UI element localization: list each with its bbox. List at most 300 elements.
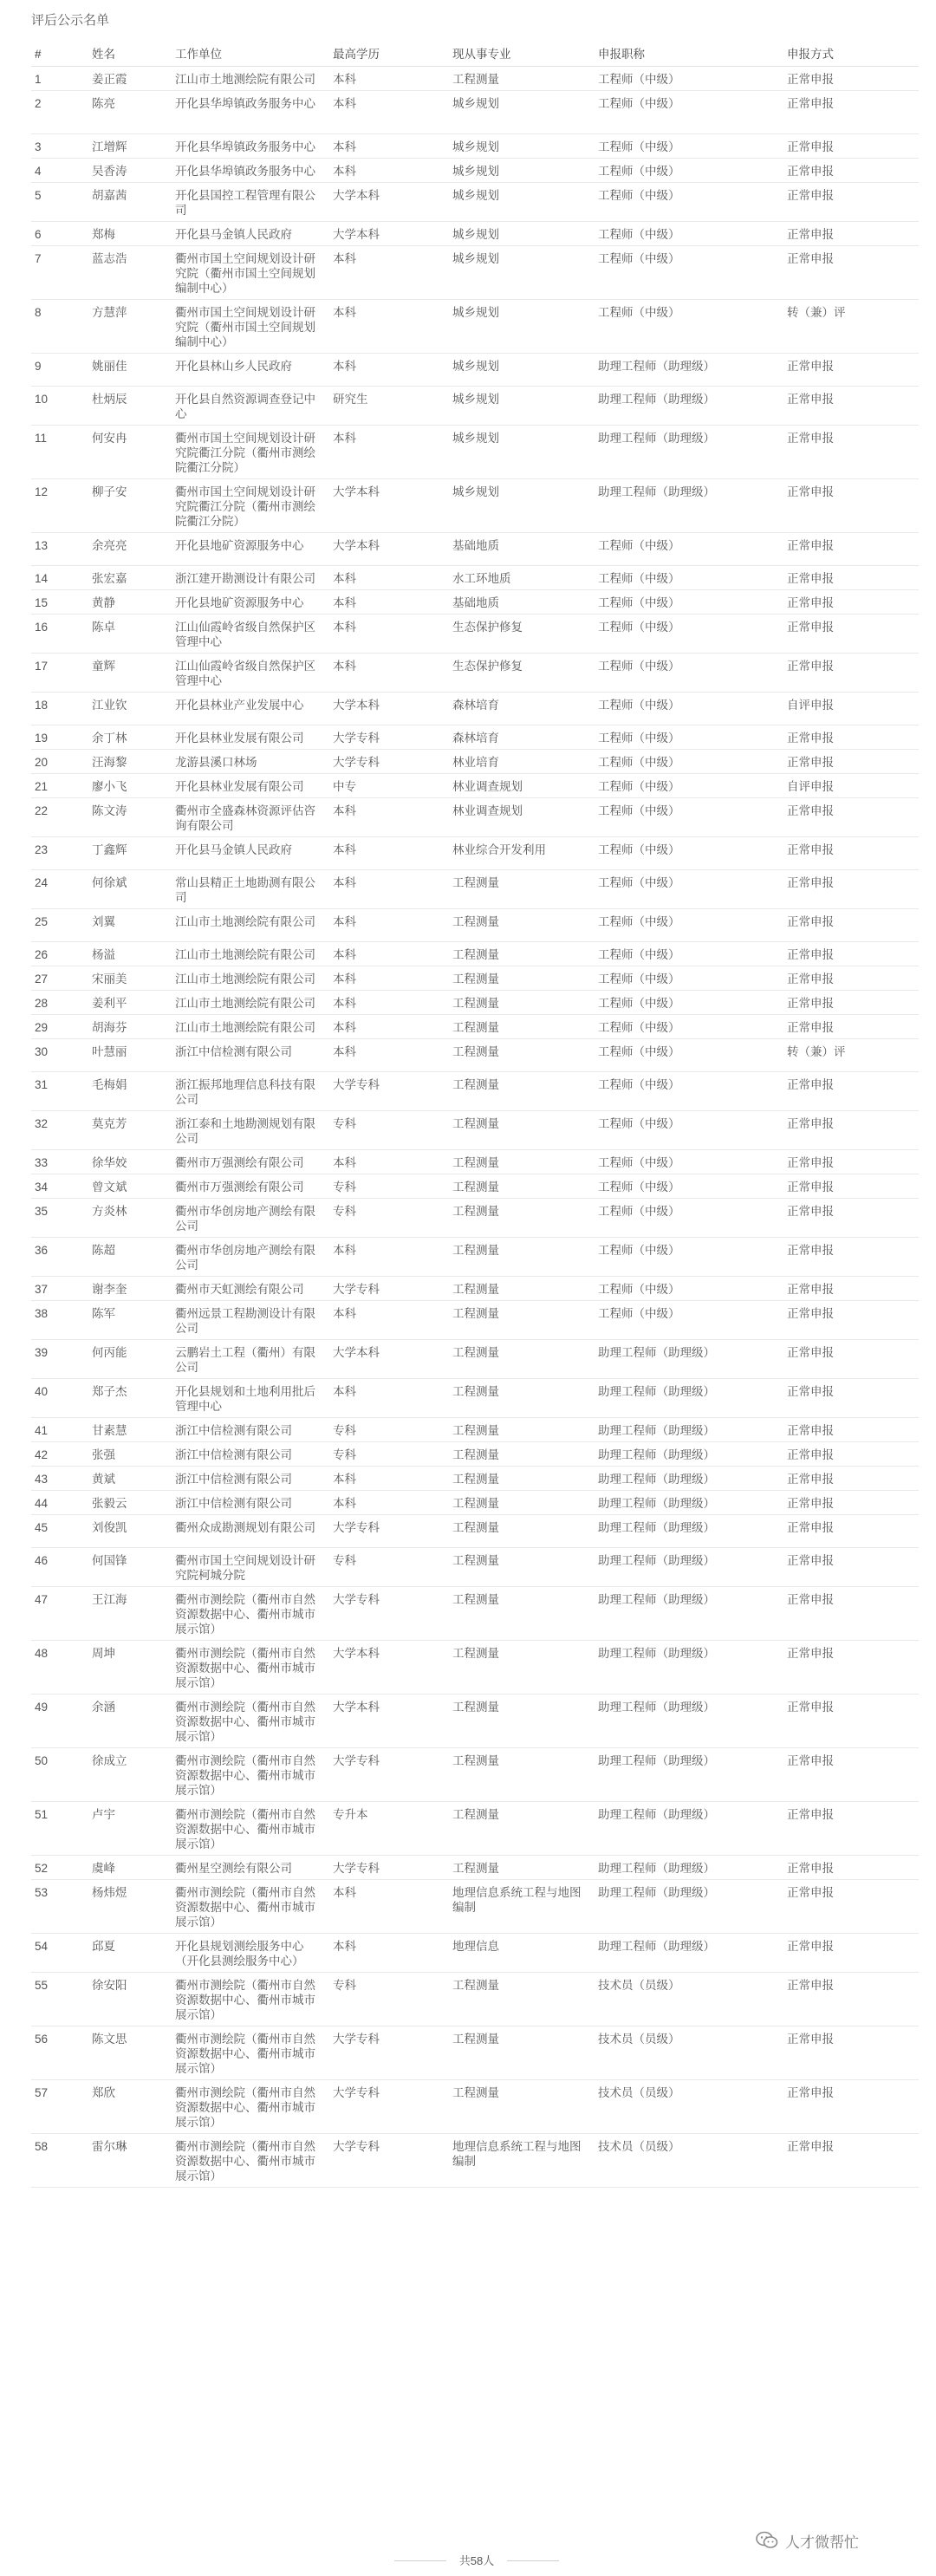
cell-education: 本科 — [329, 837, 449, 870]
cell-title: 工程师（中级） — [595, 1015, 783, 1039]
total-count: 共58人 — [458, 2554, 495, 2567]
cell-name: 陈文思 — [88, 2026, 172, 2080]
cell-education: 专科 — [329, 1174, 449, 1199]
cell-index: 8 — [31, 300, 88, 354]
cell-employer: 浙江中信检测有限公司 — [172, 1491, 329, 1515]
cell-education: 本科 — [329, 1301, 449, 1340]
cell-method: 正常申报 — [783, 1379, 919, 1418]
footer-divider-right — [507, 2560, 559, 2561]
cell-education: 研究生 — [329, 387, 449, 426]
cell-method: 正常申报 — [783, 1199, 919, 1238]
cell-title: 工程师（中级） — [595, 1072, 783, 1111]
table-row — [31, 1748, 919, 1802]
cell-method: 正常申报 — [783, 1340, 919, 1379]
cell-name: 胡海芬 — [88, 1015, 172, 1039]
cell-index: 4 — [31, 159, 88, 183]
cell-education: 大学专科 — [329, 1515, 449, 1548]
cell-specialty: 工程测量 — [449, 1111, 595, 1150]
cell-method: 正常申报 — [783, 2134, 919, 2188]
cell-employer: 衢州市万强测绘有限公司 — [172, 1174, 329, 1199]
table-row — [31, 1880, 919, 1934]
table-row — [31, 1015, 919, 1039]
cell-specialty: 工程测量 — [449, 1856, 595, 1880]
cell-specialty: 工程测量 — [449, 870, 595, 909]
cell-title: 工程师（中级） — [595, 693, 783, 725]
cell-method: 正常申报 — [783, 1015, 919, 1039]
table-row — [31, 2134, 919, 2188]
cell-method: 正常申报 — [783, 1301, 919, 1340]
cell-specialty: 城乡规划 — [449, 134, 595, 159]
cell-method: 正常申报 — [783, 1641, 919, 1695]
cell-method: 正常申报 — [783, 159, 919, 183]
cell-name: 柳子安 — [88, 479, 172, 533]
cell-employer: 开化县规划测绘服务中心（开化县测绘服务中心） — [172, 1934, 329, 1973]
cell-index: 45 — [31, 1515, 88, 1548]
cell-education: 大学本科 — [329, 1641, 449, 1695]
cell-method: 正常申报 — [783, 1880, 919, 1934]
cell-education: 本科 — [329, 1015, 449, 1039]
cell-method: 自评申报 — [783, 774, 919, 798]
header-specialty: 现从事专业 — [449, 42, 595, 67]
cell-employer: 浙江振邦地理信息科技有限公司 — [172, 1072, 329, 1111]
header-employer: 工作单位 — [172, 42, 329, 67]
cell-education: 本科 — [329, 91, 449, 134]
cell-employer: 浙江中信检测有限公司 — [172, 1418, 329, 1442]
cell-method: 正常申报 — [783, 67, 919, 91]
cell-name: 何国锋 — [88, 1548, 172, 1587]
cell-employer: 江山市土地测绘院有限公司 — [172, 966, 329, 991]
cell-employer: 开化县林业发展有限公司 — [172, 725, 329, 750]
cell-education: 本科 — [329, 942, 449, 966]
cell-title: 工程师（中级） — [595, 615, 783, 654]
cell-specialty: 工程测量 — [449, 1150, 595, 1174]
cell-employer: 衢州市测绘院（衢州市自然资源数据中心、衢州市城市展示馆） — [172, 2026, 329, 2080]
cell-name: 方慧萍 — [88, 300, 172, 354]
cell-index: 28 — [31, 991, 88, 1015]
table-row — [31, 479, 919, 533]
cell-education: 大学专科 — [329, 2026, 449, 2080]
cell-title: 工程师（中级） — [595, 1301, 783, 1340]
cell-employer: 衢州市华创房地产测绘有限公司 — [172, 1199, 329, 1238]
cell-specialty: 工程测量 — [449, 1072, 595, 1111]
cell-education: 本科 — [329, 654, 449, 693]
applicant-table — [31, 42, 919, 2188]
table-row — [31, 966, 919, 991]
cell-specialty: 城乡规划 — [449, 479, 595, 533]
cell-title: 技术员（员级） — [595, 2080, 783, 2134]
cell-index: 50 — [31, 1748, 88, 1802]
cell-employer: 浙江中信检测有限公司 — [172, 1467, 329, 1491]
table-row — [31, 774, 919, 798]
cell-employer: 衢州市测绘院（衢州市自然资源数据中心、衢州市城市展示馆） — [172, 1802, 329, 1856]
cell-title: 工程师（中级） — [595, 1111, 783, 1150]
cell-employer: 浙江泰和土地勘测规划有限公司 — [172, 1111, 329, 1150]
cell-education: 大学本科 — [329, 479, 449, 533]
cell-employer: 浙江中信检测有限公司 — [172, 1442, 329, 1467]
cell-specialty: 工程测量 — [449, 991, 595, 1015]
cell-method: 自评申报 — [783, 693, 919, 725]
cell-education: 本科 — [329, 1491, 449, 1515]
cell-method: 正常申报 — [783, 426, 919, 479]
cell-index: 24 — [31, 870, 88, 909]
cell-title: 工程师（中级） — [595, 750, 783, 774]
cell-specialty: 森林培育 — [449, 693, 595, 725]
cell-education: 本科 — [329, 134, 449, 159]
cell-specialty: 工程测量 — [449, 909, 595, 942]
table-row — [31, 91, 919, 134]
cell-name: 杜炳辰 — [88, 387, 172, 426]
cell-specialty: 森林培育 — [449, 725, 595, 750]
cell-employer: 衢州市测绘院（衢州市自然资源数据中心、衢州市城市展示馆） — [172, 1880, 329, 1934]
cell-index: 6 — [31, 222, 88, 246]
cell-index: 12 — [31, 479, 88, 533]
cell-education: 大学专科 — [329, 2134, 449, 2188]
cell-specialty: 工程测量 — [449, 1174, 595, 1199]
cell-title: 工程师（中级） — [595, 654, 783, 693]
cell-title: 工程师（中级） — [595, 1199, 783, 1238]
cell-method: 正常申报 — [783, 750, 919, 774]
header-title: 申报职称 — [595, 42, 783, 67]
table-row — [31, 426, 919, 479]
cell-specialty: 城乡规划 — [449, 159, 595, 183]
header-method: 申报方式 — [783, 42, 919, 67]
cell-education: 本科 — [329, 1379, 449, 1418]
cell-method: 转（兼）评 — [783, 300, 919, 354]
cell-title: 工程师（中级） — [595, 870, 783, 909]
cell-index: 56 — [31, 2026, 88, 2080]
cell-index: 10 — [31, 387, 88, 426]
cell-method: 正常申报 — [783, 1491, 919, 1515]
table-row — [31, 1418, 919, 1442]
cell-index: 51 — [31, 1802, 88, 1856]
cell-name: 余涵 — [88, 1695, 172, 1748]
cell-method: 转（兼）评 — [783, 1039, 919, 1072]
cell-education: 大学本科 — [329, 1340, 449, 1379]
cell-employer: 衢州市天虹测绘有限公司 — [172, 1277, 329, 1301]
table-row — [31, 837, 919, 870]
cell-name: 郑欣 — [88, 2080, 172, 2134]
cell-education: 专科 — [329, 1111, 449, 1150]
cell-name: 余亮亮 — [88, 533, 172, 566]
cell-index: 9 — [31, 354, 88, 387]
cell-name: 宋丽美 — [88, 966, 172, 991]
cell-name: 余丁林 — [88, 725, 172, 750]
cell-name: 甘素慧 — [88, 1418, 172, 1442]
cell-education: 本科 — [329, 991, 449, 1015]
cell-education: 大学本科 — [329, 1695, 449, 1748]
cell-employer: 开化县华埠镇政务服务中心 — [172, 91, 329, 134]
cell-name: 蓝志浩 — [88, 246, 172, 300]
cell-method: 正常申报 — [783, 479, 919, 533]
cell-education: 大学本科 — [329, 183, 449, 222]
cell-method: 正常申报 — [783, 222, 919, 246]
cell-title: 工程师（中级） — [595, 966, 783, 991]
table-row — [31, 1548, 919, 1587]
cell-name: 郑梅 — [88, 222, 172, 246]
page-title: 评后公示名单 — [31, 13, 110, 28]
cell-index: 22 — [31, 798, 88, 837]
cell-index: 18 — [31, 693, 88, 725]
cell-name: 方炎林 — [88, 1199, 172, 1238]
cell-employer: 衢州市国土空间规划设计研究院（衢州市国土空间规划编制中心） — [172, 246, 329, 300]
cell-specialty: 工程测量 — [449, 1015, 595, 1039]
table-row — [31, 1150, 919, 1174]
cell-method: 正常申报 — [783, 183, 919, 222]
cell-education: 专科 — [329, 1418, 449, 1442]
cell-method: 正常申报 — [783, 1548, 919, 1587]
cell-name: 杨溢 — [88, 942, 172, 966]
table-row — [31, 615, 919, 654]
cell-education: 大学专科 — [329, 1748, 449, 1802]
cell-education: 本科 — [329, 246, 449, 300]
cell-method: 正常申报 — [783, 1934, 919, 1973]
cell-index: 2 — [31, 91, 88, 134]
cell-name: 郑子杰 — [88, 1379, 172, 1418]
cell-title: 工程师（中级） — [595, 159, 783, 183]
wechat-icon — [756, 2531, 778, 2550]
cell-employer: 开化县地矿资源服务中心 — [172, 590, 329, 615]
cell-method: 正常申报 — [783, 798, 919, 837]
cell-employer: 开化县林山乡人民政府 — [172, 354, 329, 387]
table-row — [31, 870, 919, 909]
cell-method: 正常申报 — [783, 1748, 919, 1802]
cell-method: 正常申报 — [783, 1695, 919, 1748]
cell-method: 正常申报 — [783, 533, 919, 566]
cell-index: 32 — [31, 1111, 88, 1150]
cell-method: 正常申报 — [783, 134, 919, 159]
cell-specialty: 工程测量 — [449, 67, 595, 91]
cell-name: 虞峰 — [88, 1856, 172, 1880]
cell-employer: 开化县林业发展有限公司 — [172, 774, 329, 798]
cell-specialty: 工程测量 — [449, 1467, 595, 1491]
cell-name: 张毅云 — [88, 1491, 172, 1515]
cell-title: 工程师（中级） — [595, 183, 783, 222]
cell-employer: 衢州市国土空间规划设计研究院（衢州市国土空间规划编制中心） — [172, 300, 329, 354]
table-row — [31, 750, 919, 774]
cell-index: 49 — [31, 1695, 88, 1748]
cell-index: 54 — [31, 1934, 88, 1973]
cell-title: 工程师（中级） — [595, 222, 783, 246]
cell-employer: 衢州市测绘院（衢州市自然资源数据中心、衢州市城市展示馆） — [172, 1748, 329, 1802]
footer-divider-left — [394, 2560, 446, 2561]
cell-title: 工程师（中级） — [595, 566, 783, 590]
header-index: # — [31, 42, 88, 67]
cell-specialty: 工程测量 — [449, 1973, 595, 2026]
cell-name: 汪海黎 — [88, 750, 172, 774]
table-row — [31, 1491, 919, 1515]
cell-education: 本科 — [329, 1039, 449, 1072]
cell-education: 本科 — [329, 909, 449, 942]
cell-specialty: 林业调查规划 — [449, 774, 595, 798]
cell-employer: 开化县马金镇人民政府 — [172, 837, 329, 870]
cell-employer: 衢州市测绘院（衢州市自然资源数据中心、衢州市城市展示馆） — [172, 2080, 329, 2134]
cell-name: 叶慧丽 — [88, 1039, 172, 1072]
cell-employer: 浙江建开勘测设计有限公司 — [172, 566, 329, 590]
cell-specialty: 基础地质 — [449, 590, 595, 615]
cell-specialty: 工程测量 — [449, 1695, 595, 1748]
cell-specialty: 城乡规划 — [449, 222, 595, 246]
cell-employer: 开化县自然资源调查登记中心 — [172, 387, 329, 426]
cell-education: 本科 — [329, 798, 449, 837]
cell-education: 本科 — [329, 566, 449, 590]
cell-index: 20 — [31, 750, 88, 774]
cell-name: 陈亮 — [88, 91, 172, 134]
cell-name: 张强 — [88, 1442, 172, 1467]
cell-specialty: 基础地质 — [449, 533, 595, 566]
cell-method: 正常申报 — [783, 1418, 919, 1442]
cell-specialty: 工程测量 — [449, 1379, 595, 1418]
cell-name: 徐安阳 — [88, 1973, 172, 2026]
cell-education: 大学本科 — [329, 693, 449, 725]
cell-method: 正常申报 — [783, 2080, 919, 2134]
cell-education: 专升本 — [329, 1802, 449, 1856]
cell-method: 正常申报 — [783, 870, 919, 909]
cell-index: 41 — [31, 1418, 88, 1442]
cell-specialty: 工程测量 — [449, 2026, 595, 2080]
cell-employer: 开化县马金镇人民政府 — [172, 222, 329, 246]
cell-index: 23 — [31, 837, 88, 870]
cell-name: 王江海 — [88, 1587, 172, 1641]
cell-education: 大学专科 — [329, 2080, 449, 2134]
table-row — [31, 300, 919, 354]
cell-index: 21 — [31, 774, 88, 798]
cell-index: 29 — [31, 1015, 88, 1039]
cell-title: 助理工程师（助理级） — [595, 1587, 783, 1641]
cell-specialty: 工程测量 — [449, 1515, 595, 1548]
cell-title: 工程师（中级） — [595, 134, 783, 159]
table-row — [31, 2026, 919, 2080]
cell-specialty: 工程测量 — [449, 1442, 595, 1467]
cell-title: 助理工程师（助理级） — [595, 1491, 783, 1515]
cell-specialty: 工程测量 — [449, 966, 595, 991]
cell-index: 35 — [31, 1199, 88, 1238]
table-row — [31, 1641, 919, 1695]
cell-index: 48 — [31, 1641, 88, 1695]
cell-title: 工程师（中级） — [595, 300, 783, 354]
cell-name: 陈卓 — [88, 615, 172, 654]
cell-title: 助理工程师（助理级） — [595, 387, 783, 426]
cell-employer: 衢州市国土空间规划设计研究院衢江分院（衢州市测绘院衢江分院） — [172, 479, 329, 533]
table-row — [31, 1174, 919, 1199]
cell-index: 31 — [31, 1072, 88, 1111]
table-row — [31, 942, 919, 966]
cell-specialty: 工程测量 — [449, 2080, 595, 2134]
cell-name: 姜正霞 — [88, 67, 172, 91]
cell-name: 江增辉 — [88, 134, 172, 159]
cell-title: 助理工程师（助理级） — [595, 354, 783, 387]
cell-specialty: 地理信息 — [449, 1934, 595, 1973]
cell-title: 助理工程师（助理级） — [595, 1379, 783, 1418]
cell-index: 13 — [31, 533, 88, 566]
table-row — [31, 909, 919, 942]
cell-name: 黄静 — [88, 590, 172, 615]
cell-specialty: 林业调查规划 — [449, 798, 595, 837]
cell-title: 助理工程师（助理级） — [595, 426, 783, 479]
table-row — [31, 1277, 919, 1301]
table-row — [31, 1802, 919, 1856]
cell-education: 本科 — [329, 1150, 449, 1174]
cell-name: 黄斌 — [88, 1467, 172, 1491]
cell-education: 本科 — [329, 1467, 449, 1491]
cell-method: 正常申报 — [783, 1072, 919, 1111]
cell-index: 3 — [31, 134, 88, 159]
cell-index: 5 — [31, 183, 88, 222]
cell-education: 中专 — [329, 774, 449, 798]
table-row — [31, 354, 919, 387]
cell-employer: 江山市土地测绘院有限公司 — [172, 67, 329, 91]
cell-method: 正常申报 — [783, 1174, 919, 1199]
table-row — [31, 1587, 919, 1641]
cell-name: 雷尔琳 — [88, 2134, 172, 2188]
table-row — [31, 991, 919, 1015]
cell-employer: 常山县精正土地勘测有限公司 — [172, 870, 329, 909]
footer — [0, 2552, 936, 2569]
cell-index: 1 — [31, 67, 88, 91]
table-row — [31, 159, 919, 183]
table-row — [31, 590, 919, 615]
cell-method: 正常申报 — [783, 566, 919, 590]
cell-education: 大学专科 — [329, 1072, 449, 1111]
cell-education: 大学本科 — [329, 222, 449, 246]
watermark-text: 人才微帮忙 — [785, 2534, 859, 2551]
cell-name: 廖小飞 — [88, 774, 172, 798]
cell-title: 工程师（中级） — [595, 1039, 783, 1072]
cell-title: 助理工程师（助理级） — [595, 1442, 783, 1467]
cell-name: 毛梅娟 — [88, 1072, 172, 1111]
cell-specialty: 城乡规划 — [449, 300, 595, 354]
cell-specialty: 城乡规划 — [449, 183, 595, 222]
cell-title: 工程师（中级） — [595, 991, 783, 1015]
cell-method: 正常申报 — [783, 1238, 919, 1277]
cell-employer: 开化县国控工程管理有限公司 — [172, 183, 329, 222]
cell-employer: 衢州市测绘院（衢州市自然资源数据中心、衢州市城市展示馆） — [172, 2134, 329, 2188]
cell-title: 工程师（中级） — [595, 590, 783, 615]
cell-name: 姜利平 — [88, 991, 172, 1015]
cell-index: 11 — [31, 426, 88, 479]
cell-education: 本科 — [329, 590, 449, 615]
cell-title: 工程师（中级） — [595, 942, 783, 966]
cell-title: 工程师（中级） — [595, 725, 783, 750]
cell-index: 58 — [31, 2134, 88, 2188]
cell-title: 工程师（中级） — [595, 91, 783, 134]
table-row — [31, 1111, 919, 1150]
cell-education: 本科 — [329, 67, 449, 91]
cell-employer: 开化县华埠镇政务服务中心 — [172, 134, 329, 159]
cell-education: 本科 — [329, 1934, 449, 1973]
table-row — [31, 1072, 919, 1111]
cell-name: 刘俊凯 — [88, 1515, 172, 1548]
cell-specialty: 工程测量 — [449, 1641, 595, 1695]
cell-employer: 开化县华埠镇政务服务中心 — [172, 159, 329, 183]
cell-index: 38 — [31, 1301, 88, 1340]
cell-method: 正常申报 — [783, 246, 919, 300]
cell-method: 正常申报 — [783, 837, 919, 870]
cell-specialty: 工程测量 — [449, 1587, 595, 1641]
cell-name: 刘翼 — [88, 909, 172, 942]
cell-method: 正常申报 — [783, 966, 919, 991]
cell-employer: 浙江中信检测有限公司 — [172, 1039, 329, 1072]
cell-index: 44 — [31, 1491, 88, 1515]
table-row — [31, 1238, 919, 1277]
cell-method: 正常申报 — [783, 942, 919, 966]
cell-name: 江业钦 — [88, 693, 172, 725]
cell-index: 37 — [31, 1277, 88, 1301]
cell-title: 助理工程师（助理级） — [595, 1748, 783, 1802]
cell-title: 工程师（中级） — [595, 1277, 783, 1301]
table-row — [31, 67, 919, 91]
cell-employer: 开化县林业产业发展中心 — [172, 693, 329, 725]
cell-index: 55 — [31, 1973, 88, 2026]
